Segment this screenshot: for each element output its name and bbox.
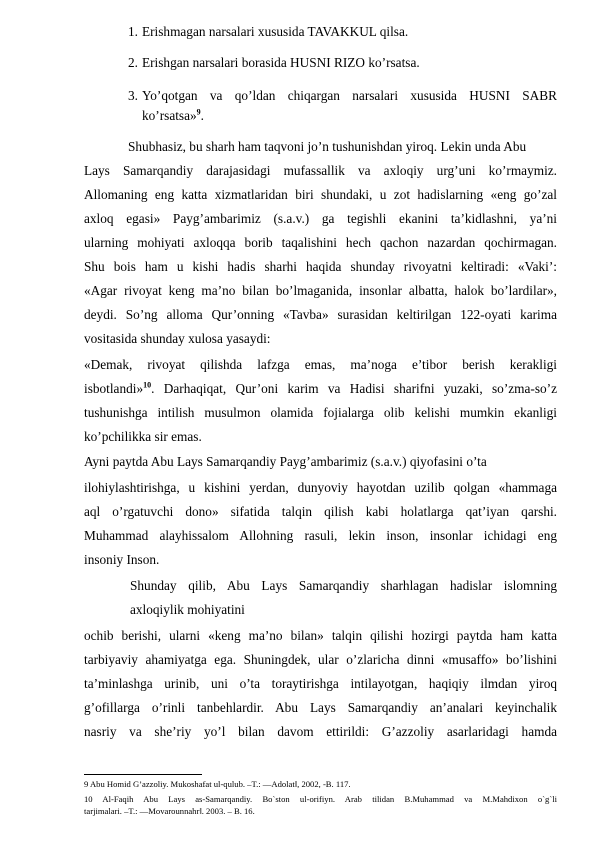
- list-text: Erishgan narsalari borasida HUSNI RIZO ko’rsatsa.: [142, 55, 420, 70]
- footnote-divider: [84, 774, 202, 775]
- paragraph-line: ko’pchilikka sir emas.: [84, 429, 202, 444]
- paragraph-line: Shu bois ham u kishi hadis sharhi haqida shunday rivoyatni keltiradi: «Vaki’:: [84, 259, 557, 274]
- paragraph-line: ta’minlashga urinib, uni o’ta toraytirishga intilayotgan, haqiqiy ilmdan yiroq: [84, 676, 557, 691]
- list-number: 3.: [128, 88, 138, 103]
- paragraph-line: Allomaning eng katta xizmatlaridan biri shundaki, u zot hadislarning «eng go’zal: [84, 187, 557, 202]
- list-number: 1.: [128, 24, 138, 39]
- list-text: .: [200, 108, 204, 123]
- paragraph-line: vositasida shunday xulosa yasaydi:: [84, 331, 271, 346]
- paragraph-line: g’ofillarga o’rinli tanbehlardir. Abu Lays Samarqandiy an’analari keyinchalik: [84, 700, 557, 715]
- footnote-ref: 10: [143, 380, 152, 390]
- paragraph-line: ularning mohiyati axloqqa borib taqalishini hech qachon nazardan qochirmagan.: [84, 235, 557, 250]
- list-number: 2.: [128, 55, 138, 70]
- footnote-10-continued: tarjimalari. –T.: ―Movarounnahr‖. 2003. – B. 16.: [84, 806, 255, 816]
- paragraph-line: tushunishga intilish musulmon olamida fojialarga olib kelishi mumkin ekanligi: [84, 405, 557, 420]
- paragraph-line: deydi. So’ng alloma Qur’onning «Tavba» surasidan keltirilgan 122-oyati karima: [84, 307, 557, 322]
- paragraph-line: ilohiylashtirishga, u kishini yerdan, dunyoviy hayotdan uzilib qolgan «hammaga: [84, 480, 557, 495]
- paragraph-line: ochib berishi, ularni «keng ma’no bilan» talqin qilishi hozirgi paytda ham katta: [84, 628, 557, 643]
- paragraph-line: tarbiyaviy ahamiyatga ega. Shuningdek, ular o’zlaricha dinni «musaffo» bo’lishini: [84, 652, 557, 667]
- paragraph-line: Ayni paytda Abu Lays Samarqandiy Payg’ambarimiz (s.a.v.) qiyofasini o’ta: [84, 454, 487, 469]
- paragraph-line: Lays Samarqandiy darajasidagi mufassallik va axloqiy urg’uni ko’rmaymiz.: [84, 163, 557, 178]
- paragraph-text: . Darhaqiqat, Qur’oni karim va Hadisi sharifni yuzaki, so’zma-so’z: [151, 381, 557, 396]
- paragraph-line: «Agar rivoyat keng ma’no bilan bo’lmaganida, insonlar albatta, halok bo’lardilar»,: [84, 283, 557, 298]
- list-text: ko’rsatsa»: [142, 108, 197, 123]
- paragraph-line: nasriy va she’riy yo’l bilan davom ettirildi: G’azzoliy asarlaridagi hamda: [84, 724, 557, 739]
- paragraph-line: axloq egasi» Payg’ambarimiz (s.a.v.) ga tegishli ekanini ta’kidlashni, ya’ni: [84, 211, 557, 226]
- paragraph-line: [84, 380, 557, 398]
- footnote-10: 10 Al-Faqih Abu Lays as-Samarqandiy. Bo`ston ul-orifiyn. Arab tilidan B.Muhammad va M.Mahdixon o`g`li: [84, 794, 557, 804]
- paragraph-text: isbotlandi»: [84, 381, 144, 396]
- paragraph-line: aql o’rgatuvchi dono» sifatida talqin qilish kabi holatlarga qat’iyan qarshi.: [84, 504, 557, 519]
- paragraph-line: axloqiylik mohiyatini: [130, 602, 245, 617]
- paragraph-line: Shunday qilib, Abu Lays Samarqandiy sharhlagan hadislar islomning: [130, 578, 557, 593]
- list-text-continued: [142, 107, 595, 125]
- footnote-ref: 9: [196, 107, 201, 117]
- paragraph-line: «Demak, rivoyat qilishda lafzga emas, ma’noga e’tibor berish kerakligi: [84, 357, 557, 372]
- list-text: Yo’qotgan va qo’ldan chiqargan narsalari xususida HUSNI SABR: [142, 88, 557, 103]
- footnote-9: 9 Abu Homid G’azzoliy. Mukoshafat ul-qulub. –T.: ―Adolat‖, 2002, -B. 117.: [84, 779, 351, 789]
- paragraph-line: insoniy Inson.: [84, 552, 160, 567]
- list-text: Erishmagan narsalari xususida TAVAKKUL qilsa.: [142, 24, 409, 39]
- paragraph-line: Shubhasiz, bu sharh ham taqvoni jo’n tushunishdan yiroq. Lekin unda Abu: [128, 139, 527, 154]
- paragraph-line: Muhammad alayhissalom Allohning rasuli, lekin inson, insonlar ichidagi eng: [84, 528, 557, 543]
